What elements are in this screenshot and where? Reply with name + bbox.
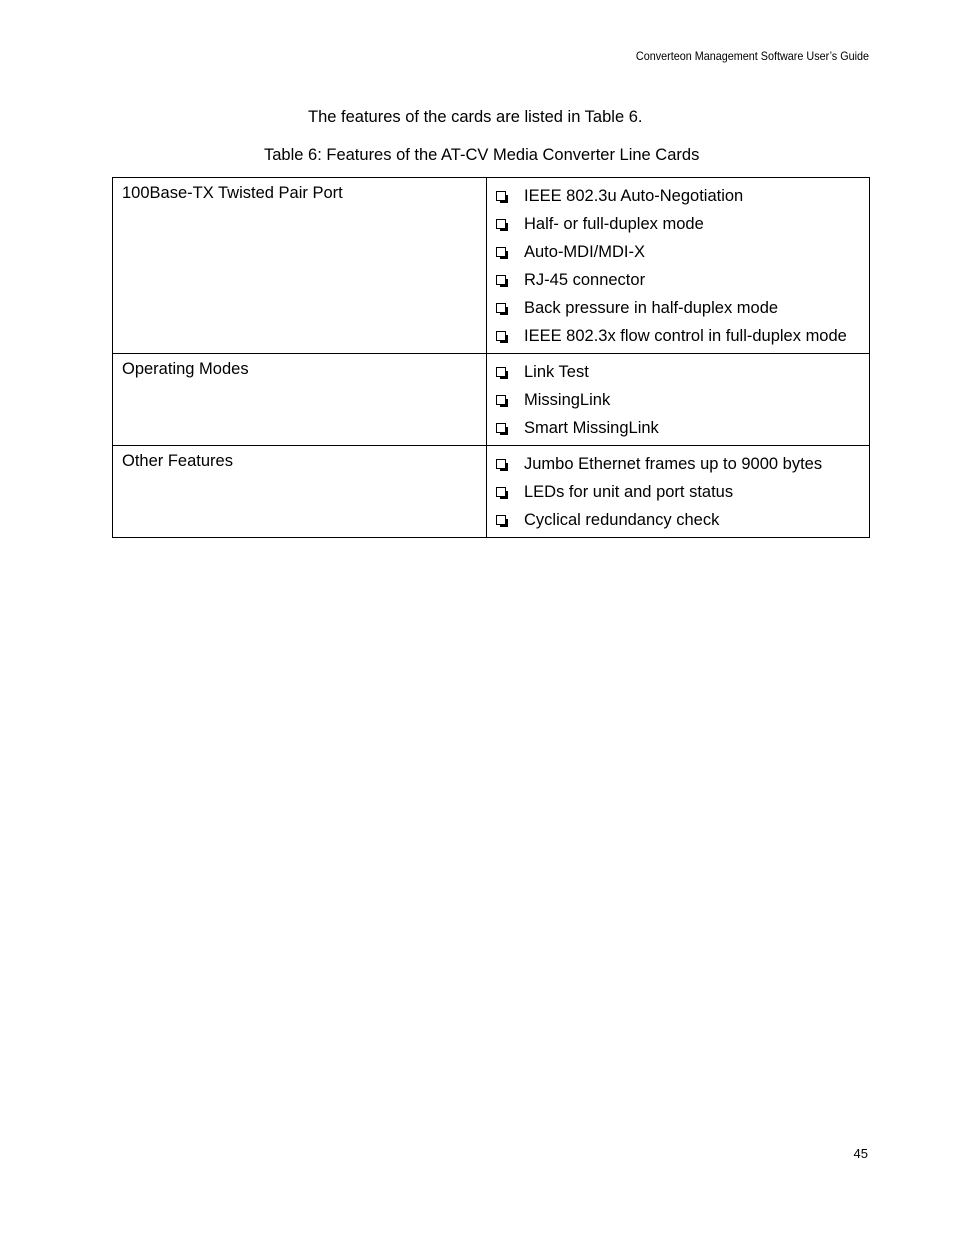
- list-item-text: Jumbo Ethernet frames up to 9000 bytes: [524, 454, 823, 473]
- list-item: [496, 238, 869, 266]
- list-item: [496, 266, 869, 294]
- row-label: Operating Modes: [122, 360, 249, 378]
- row-label: 100Base-TX Twisted Pair Port: [122, 184, 343, 202]
- list-item: [496, 322, 869, 350]
- checkbox-bullet-icon: [496, 219, 506, 229]
- list-item: [496, 414, 869, 442]
- row-items-cell: [487, 178, 870, 354]
- list-item-text: Auto-MDI/MDI-X: [524, 242, 646, 261]
- list-item: [496, 386, 869, 414]
- row-label: Other Features: [122, 452, 233, 470]
- features-table: [112, 177, 870, 538]
- list-item-text: Half- or full-duplex mode: [524, 214, 704, 233]
- row-label-cell: [113, 178, 487, 354]
- checkbox-bullet-icon: [496, 487, 506, 497]
- checkbox-bullet-icon: [496, 303, 506, 313]
- checkbox-bullet-icon: [496, 247, 506, 257]
- row-items-cell: [487, 446, 870, 538]
- intro-paragraph: The features of the cards are listed in Table 6.: [308, 108, 643, 126]
- list-item: [496, 182, 869, 210]
- list-item: [496, 450, 869, 478]
- table-row: [113, 446, 870, 538]
- checkbox-bullet-icon: [496, 459, 506, 469]
- list-item-text: IEEE 802.3x flow control in full-duplex mode: [524, 326, 847, 345]
- list-item: [496, 506, 869, 534]
- list-item: [496, 478, 869, 506]
- row-label-cell: [113, 446, 487, 538]
- list-item-text: Link Test: [524, 362, 589, 381]
- table-row: [113, 354, 870, 446]
- list-item-text: Smart MissingLink: [524, 418, 659, 437]
- checkbox-bullet-icon: [496, 515, 506, 525]
- list-item: [496, 358, 869, 386]
- row-label-cell: [113, 354, 487, 446]
- table-caption: Table 6: Features of the AT-CV Media Converter Line Cards: [264, 146, 700, 164]
- checkbox-bullet-icon: [496, 395, 506, 405]
- list-item-text: LEDs for unit and port status: [524, 482, 734, 501]
- checkbox-bullet-icon: [496, 423, 506, 433]
- page-number: 45: [853, 1146, 868, 1161]
- running-header: Converteon Management Software User’s Guide: [635, 49, 869, 63]
- checkbox-bullet-icon: [496, 191, 506, 201]
- checkbox-bullet-icon: [496, 367, 506, 377]
- row-items-cell: [487, 354, 870, 446]
- list-item-text: IEEE 802.3u Auto-Negotiation: [524, 186, 744, 205]
- checkbox-bullet-icon: [496, 331, 506, 341]
- list-item: [496, 210, 869, 238]
- list-item-text: RJ-45 connector: [524, 270, 646, 289]
- list-item-text: MissingLink: [524, 390, 611, 409]
- list-item: [496, 294, 869, 322]
- checkbox-bullet-icon: [496, 275, 506, 285]
- list-item-text: Back pressure in half-duplex mode: [524, 298, 779, 317]
- table-row: [113, 178, 870, 354]
- list-item-text: Cyclical redundancy check: [524, 510, 720, 529]
